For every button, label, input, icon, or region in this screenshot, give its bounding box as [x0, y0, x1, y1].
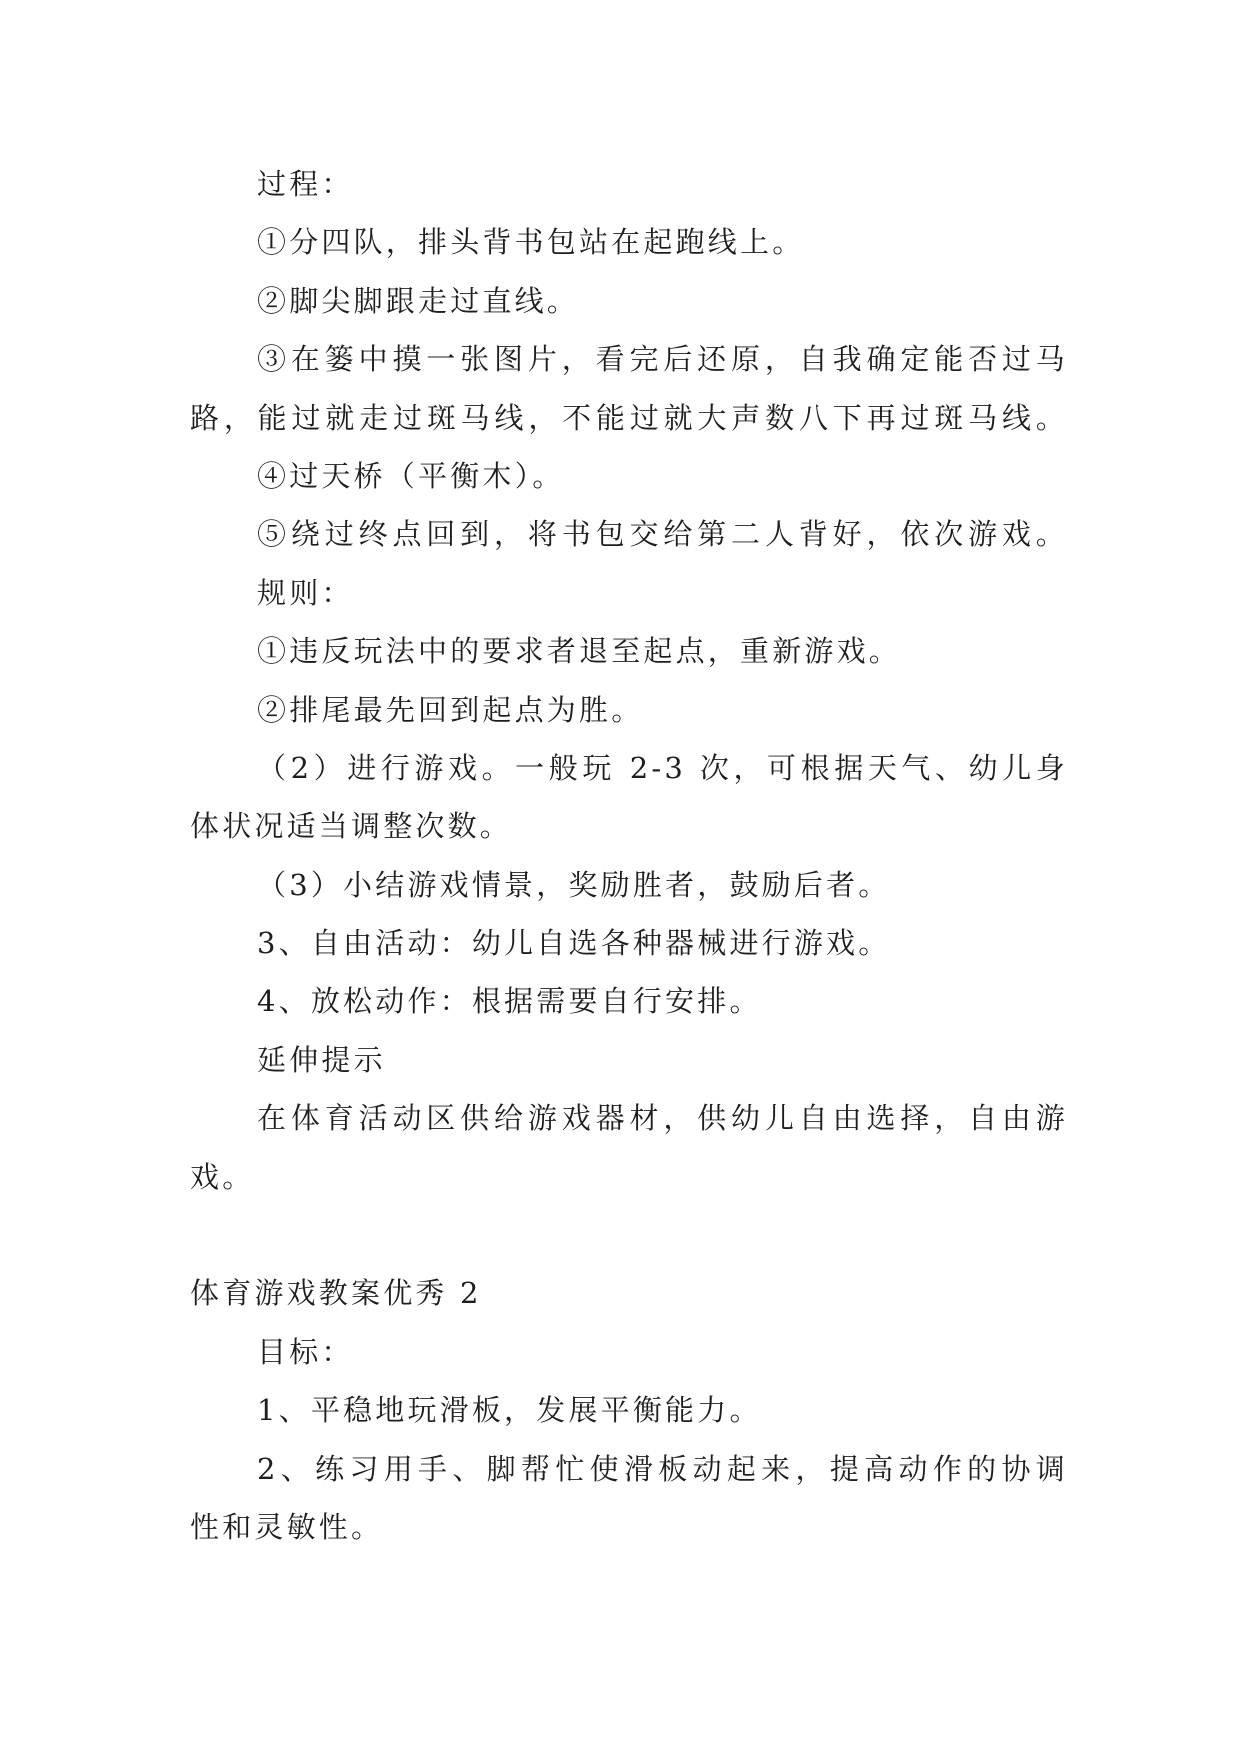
text-line: ⑤绕过终点回到，将书包交给第二人背好，依次游戏。 — [257, 517, 1068, 552]
text-line: 戏。 — [190, 1159, 255, 1194]
text-line: 3、自由活动：幼儿自选各种器械进行游戏。 — [257, 926, 891, 961]
text-line: 过程： — [257, 167, 354, 201]
text-line: 体状况适当调整次数。 — [190, 809, 513, 844]
section-label-extension: 延伸提示 — [257, 1042, 386, 1077]
text-line: ③在篓中摸一张图片，看完后还原，自我确定能否过马 — [257, 342, 1068, 377]
document-body — [190, 155, 1068, 1556]
text-line: ①违反玩法中的要求者退至起点，重新游戏。 — [257, 634, 902, 669]
text-line: ①分四队，排头背书包站在起跑线上。 — [257, 225, 805, 260]
section-label-rules: 规则： — [257, 575, 354, 610]
text-line: ②脚尖脚跟走过直线。 — [257, 283, 580, 318]
text-line: （2）进行游戏。一般玩 2-3 次，可根据天气、幼儿身 — [257, 750, 1068, 785]
text-line: 路，能过就走过斑马线，不能过就大声数八下再过斑马线。 — [190, 400, 1068, 435]
blank-line — [190, 1206, 1068, 1264]
section-label-goals: 目标： — [257, 1334, 354, 1369]
text-line: 1、平稳地玩滑板，发展平衡能力。 — [257, 1393, 762, 1428]
section-heading: 体育游戏教案优秀 2 — [190, 1276, 482, 1311]
text-line: 2、练习用手、脚帮忙使滑板动起来，提高动作的协调 — [257, 1451, 1068, 1486]
text-line: ②排尾最先回到起点为胜。 — [257, 692, 644, 727]
text-line: ④过天桥（平衡木）。 — [257, 458, 565, 493]
text-line: 4、放松动作：根据需要自行安排。 — [257, 984, 762, 1019]
text-line: 在体育活动区供给游戏器材，供幼儿自由选择，自由游 — [257, 1101, 1068, 1136]
text-line: （3）小结游戏情景，奖励胜者，鼓励后者。 — [257, 867, 891, 902]
text-line: 性和灵敏性。 — [190, 1509, 384, 1544]
